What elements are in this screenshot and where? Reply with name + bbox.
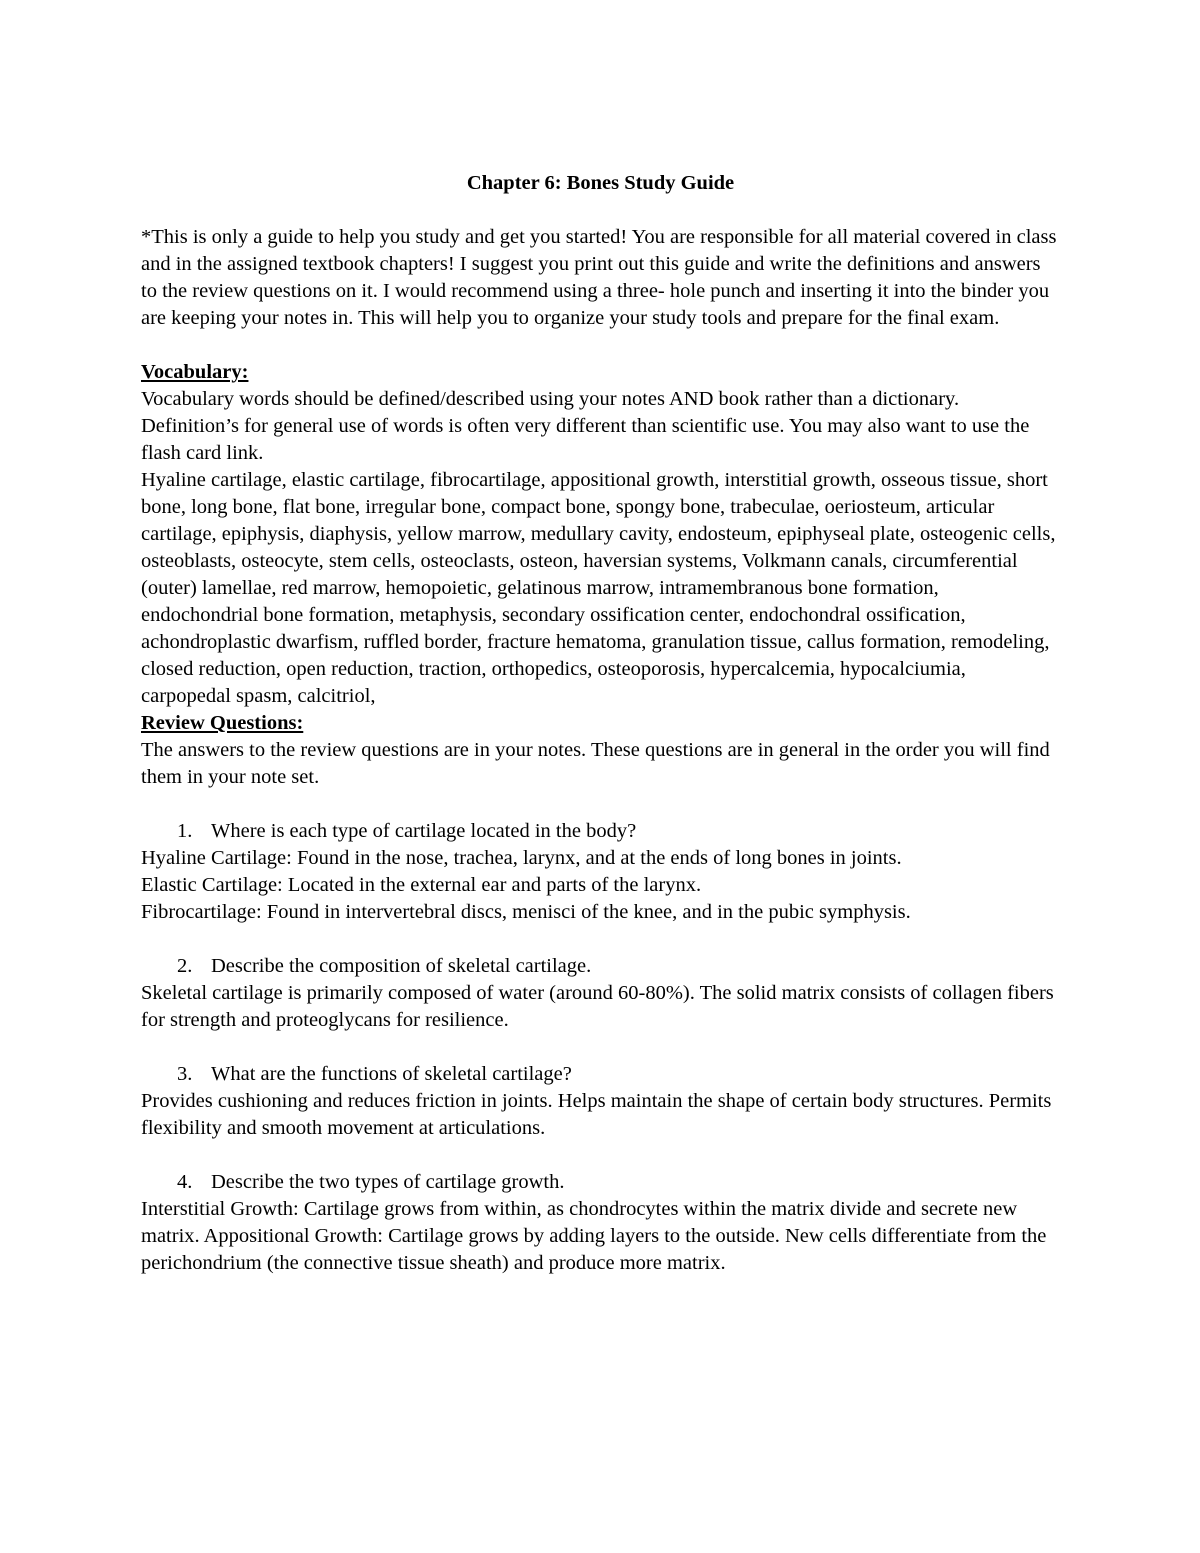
spacer [141,332,1060,359]
question-text: What are the functions of skeletal cartilage? [211,1063,572,1085]
vocabulary-instructions: Vocabulary words should be defined/described using your notes AND book rather than a dictionary. Definition’s for general use of words is often very different than scientific use. You may also want to use the flash card link. [141,388,1030,464]
review-intro: The answers to the review questions are in your notes. These questions are in general in the order you will find them in your note set. [141,739,1050,788]
question-3 [141,1061,1060,1088]
spacer [141,791,1060,818]
question-text: Describe the composition of skeletal cartilage. [211,955,592,977]
intro-paragraph: *This is only a guide to help you study and get you started! You are responsible for all material covered in class and in the assigned textbook chapters! I suggest you print out this guide and write the definitions and answers to the review questions on it. I would recommend using a three- hole punch and inserting it into the binder you are keeping your notes in. This will help you to organize your study tools and prepare for the final exam. [141,226,1057,329]
question-text: Describe the two types of cartilage growth. [211,1171,565,1193]
answer-3: Provides cushioning and reduces friction in joints. Helps maintain the shape of certain body structures. Permits flexibility and smooth movement at articulations. [141,1090,1052,1139]
question-number: 4. [177,1171,193,1193]
vocabulary-heading: Vocabulary: [141,361,249,383]
question-4 [141,1169,1060,1196]
question-number: 1. [177,820,193,842]
spacer [141,1142,1060,1169]
question-number: 2. [177,955,193,977]
document-title: Chapter 6: Bones Study Guide [466,172,735,194]
question-text: Where is each type of cartilage located in the body? [211,820,637,842]
answer-4: Interstitial Growth: Cartilage grows from within, as chondrocytes within the matrix divide and secrete new matrix. Appositional Growth: Cartilage grows by adding layers to the outside. New cells differentiate from the perichondrium (the connective tissue sheath) and produce more matrix. [141,1198,1047,1274]
question-2 [141,953,1060,980]
answer-1-hyaline: Hyaline Cartilage: Found in the nose, trachea, larynx, and at the ends of long bones in joints. [141,847,902,869]
answer-1-elastic: Elastic Cartilage: Located in the external ear and parts of the larynx. [141,874,702,896]
vocabulary-terms: Hyaline cartilage, elastic cartilage, fibrocartilage, appositional growth, interstitial growth, osseous tissue, short bone, long bone, flat bone, irregular bone, compact bone, spongy bone, trabeculae, oeriosteum, articular cartilage, epiphysis, diaphysis, yellow marrow, medullary cavity, endosteum, epiphyseal plate, osteogenic cells, osteoblasts, osteocyte, stem cells, osteoclasts, osteon, haversian systems, Volkmann canals, circumferential (outer) lamellae, red marrow, hemopoietic, gelatinous marrow, intramembranous bone formation, endochondrial bone formation, metaphysis, secondary ossification center, endochondral ossification, achondroplastic dwarfism, ruffled border, fracture hematoma, granulation tissue, callus formation, remodeling, closed reduction, open reduction, traction, orthopedics, osteoporosis, hypercalcemia, hypocalciumia, carpopedal spasm, calcitriol, [141,469,1056,707]
review-heading: Review Questions: [141,712,304,734]
spacer [141,926,1060,953]
question-1 [141,818,1060,845]
question-number: 3. [177,1063,193,1085]
answer-2: Skeletal cartilage is primarily composed of water (around 60-80%). The solid matrix consists of collagen fibers for strength and proteoglycans for resilience. [141,982,1054,1031]
spacer [141,1034,1060,1061]
answer-1-fibro: Fibrocartilage: Found in intervertebral discs, menisci of the knee, and in the pubic symphysis. [141,901,911,923]
